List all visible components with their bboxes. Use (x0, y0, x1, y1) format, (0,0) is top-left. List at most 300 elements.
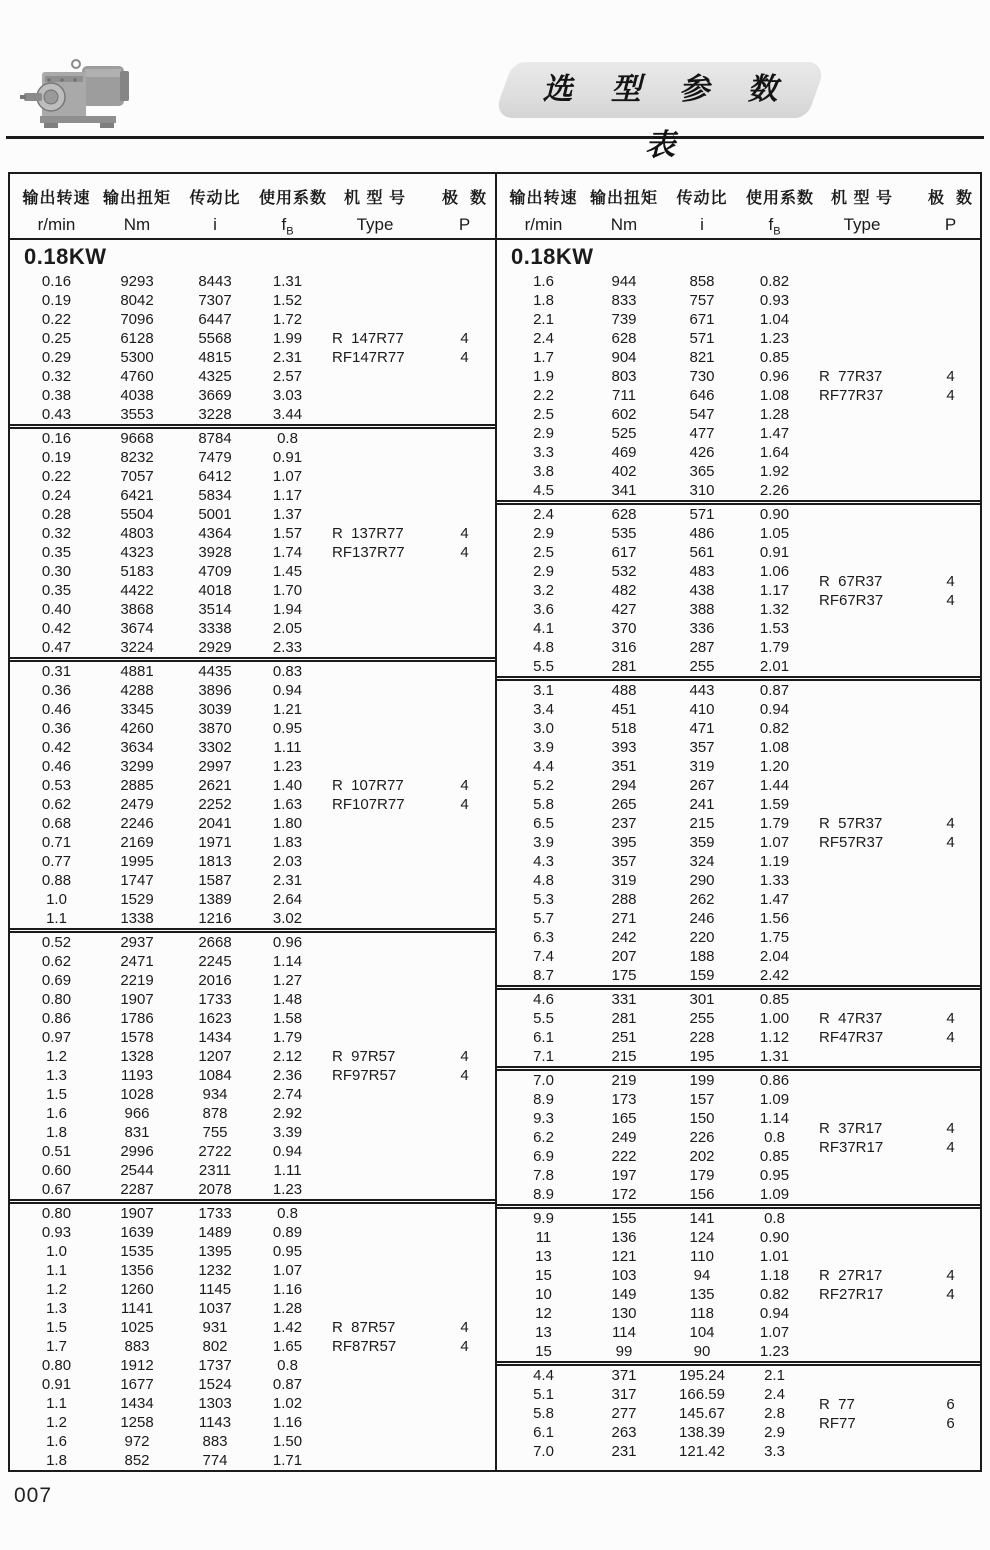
speed-cell: 3.9 (533, 834, 554, 851)
ratio-cell: 241 (689, 796, 715, 813)
torque-cell: 4760 (120, 368, 154, 385)
ratio-cell: 802 (202, 1338, 228, 1355)
data-block (10, 1204, 495, 1470)
page-title: 选 型 参 数 表 (542, 73, 793, 162)
service-factor-cell: 1.11 (273, 1162, 302, 1179)
service-factor-cell: 1.21 (272, 701, 303, 718)
table-row (10, 833, 495, 852)
torque-cell: 1639 (120, 1224, 154, 1241)
service-factor-cell: 1.58 (272, 1010, 303, 1027)
service-factor-cell: 0.87 (272, 1376, 303, 1393)
ratio-cell: 410 (689, 701, 715, 718)
column-unit-3: i (700, 215, 704, 234)
ratio-cell: 2997 (198, 758, 232, 775)
service-factor-cell: 0.94 (759, 1305, 790, 1322)
ratio-cell: 3302 (198, 739, 232, 756)
speed-cell: 11 (535, 1229, 552, 1246)
header-divider-rule (6, 136, 984, 139)
table-row (497, 1247, 980, 1266)
ratio-cell: 1395 (198, 1243, 232, 1260)
table-row (497, 1047, 980, 1066)
torque-cell: 2287 (120, 1181, 154, 1198)
service-factor-cell: 1.07 (759, 834, 790, 851)
service-factor-cell: 1.14 (759, 1110, 790, 1127)
torque-cell: 535 (611, 525, 637, 542)
speed-cell: 0.60 (41, 1162, 72, 1179)
data-block (497, 990, 980, 1066)
torque-cell: 371 (611, 1367, 637, 1384)
page-number: 007 (14, 1484, 53, 1507)
speed-cell: 1.7 (533, 349, 554, 366)
torque-cell: 2471 (120, 953, 154, 970)
ratio-cell: 2041 (198, 815, 232, 832)
table-row (497, 700, 980, 719)
torque-cell: 4260 (120, 720, 154, 737)
poles-cell: 4 (946, 1120, 955, 1137)
service-factor-cell: 1.57 (272, 525, 303, 542)
speed-cell: 0.71 (41, 834, 72, 851)
speed-cell: 6.2 (533, 1129, 554, 1146)
ratio-cell: 246 (689, 910, 715, 927)
torque-cell: 316 (611, 639, 637, 656)
ratio-cell: 359 (689, 834, 715, 851)
service-factor-cell: 1.56 (759, 910, 790, 927)
torque-cell: 482 (611, 582, 637, 599)
header-row-units (10, 212, 495, 238)
speed-cell: 0.42 (41, 739, 72, 756)
service-factor-cell: 1.75 (759, 929, 790, 946)
speed-cell: 3.0 (533, 720, 554, 737)
torque-cell: 1535 (120, 1243, 154, 1260)
speed-cell: 1.9 (533, 368, 554, 385)
service-factor-cell: 2.36 (272, 1067, 303, 1084)
type-cell: R 137R77 (332, 525, 404, 542)
table-row (10, 448, 495, 467)
torque-cell: 6421 (120, 487, 154, 504)
type-cell: RF87R57 (332, 1338, 397, 1355)
ratio-cell: 2078 (198, 1181, 232, 1198)
torque-cell: 944 (611, 273, 637, 290)
column-label-zh-2: 输出扭矩 (103, 190, 172, 207)
table-row (10, 310, 495, 329)
speed-cell: 5.5 (533, 1010, 554, 1027)
column-label-zh-4: 使用系数 (746, 190, 815, 207)
torque-cell: 3674 (120, 620, 154, 637)
speed-cell: 0.36 (41, 720, 72, 737)
column-unit-5: Type (843, 215, 881, 234)
table-row (10, 1280, 495, 1299)
poles-cell: 4 (946, 368, 955, 385)
speed-cell: 1.2 (46, 1414, 67, 1431)
torque-cell: 331 (611, 991, 637, 1008)
torque-cell: 99 (615, 1343, 633, 1360)
torque-cell: 149 (611, 1286, 637, 1303)
poles-cell: 4 (460, 777, 469, 794)
ratio-cell: 6447 (198, 311, 232, 328)
table-row (497, 1266, 980, 1285)
torque-cell: 2544 (120, 1162, 154, 1179)
speed-cell: 6.1 (533, 1424, 554, 1441)
service-factor-cell: 1.32 (759, 601, 790, 618)
speed-cell: 3.6 (533, 601, 554, 618)
service-factor-cell: 1.16 (272, 1281, 303, 1298)
ratio-cell: 7307 (198, 292, 232, 309)
ratio-cell: 110 (690, 1248, 714, 1265)
ratio-cell: 1524 (198, 1376, 232, 1393)
table-row (10, 681, 495, 700)
ratio-cell: 571 (689, 506, 715, 523)
service-factor-cell: 3.3 (764, 1443, 785, 1460)
table-row (497, 1323, 980, 1342)
table-row (10, 1413, 495, 1432)
table-row (497, 462, 980, 481)
torque-cell: 114 (612, 1324, 636, 1341)
service-factor-cell: 1.08 (759, 387, 790, 404)
poles-cell: 4 (946, 1267, 955, 1284)
speed-cell: 4.5 (533, 482, 554, 499)
service-factor-cell: 0.82 (759, 1286, 790, 1303)
ratio-cell: 2252 (198, 796, 232, 813)
speed-cell: 12 (535, 1305, 552, 1322)
torque-cell: 319 (611, 872, 637, 889)
ratio-cell: 1623 (198, 1010, 232, 1027)
ratio-cell: 1733 (198, 991, 232, 1008)
column-label-zh-5: 机 型 号 (344, 190, 406, 207)
service-factor-cell: 1.63 (272, 796, 303, 813)
torque-cell: 1260 (120, 1281, 154, 1298)
table-row (497, 367, 980, 386)
torque-cell: 617 (611, 544, 637, 561)
speed-cell: 4.1 (533, 620, 554, 637)
table-row (10, 1394, 495, 1413)
service-factor-cell: 0.87 (759, 682, 790, 699)
ratio-cell: 388 (689, 601, 715, 618)
service-factor-cell: 0.94 (272, 1143, 303, 1160)
table-row (10, 348, 495, 367)
table-row (10, 291, 495, 310)
ratio-cell: 365 (689, 463, 715, 480)
torque-cell: 3224 (120, 639, 154, 656)
column-label-zh-4: 使用系数 (259, 190, 328, 207)
torque-cell: 831 (124, 1124, 150, 1141)
speed-cell: 1.8 (46, 1124, 67, 1141)
table-row (10, 405, 495, 424)
table-row (497, 481, 980, 500)
ratio-cell: 301 (689, 991, 715, 1008)
ratio-cell: 215 (689, 815, 715, 832)
service-factor-cell: 3.39 (272, 1124, 303, 1141)
table-row (10, 1337, 495, 1356)
speed-cell: 5.2 (533, 777, 554, 794)
type-cell: R 77 (819, 1396, 855, 1413)
torque-cell: 1141 (120, 1300, 154, 1317)
speed-cell: 0.68 (41, 815, 72, 832)
table-row (10, 1356, 495, 1375)
speed-cell: 4.4 (533, 1367, 554, 1384)
service-factor-cell: 1.48 (272, 991, 303, 1008)
table-row (497, 619, 980, 638)
service-factor-cell: 0.8 (277, 1357, 298, 1374)
speed-cell: 2.5 (533, 544, 554, 561)
torque-cell: 3299 (120, 758, 154, 775)
speed-cell: 0.36 (41, 682, 72, 699)
speed-cell: 0.24 (41, 487, 72, 504)
ratio-cell: 3338 (198, 620, 232, 637)
table-row (497, 928, 980, 947)
speed-cell: 0.62 (41, 953, 72, 970)
torque-cell: 833 (611, 292, 637, 309)
ratio-cell: 1216 (198, 910, 232, 927)
table-row (10, 952, 495, 971)
torque-cell: 263 (611, 1424, 637, 1441)
torque-cell: 739 (611, 311, 637, 328)
torque-cell: 155 (611, 1210, 637, 1227)
service-factor-cell: 1.23 (272, 1181, 303, 1198)
table-row (497, 795, 980, 814)
table-row (497, 852, 980, 871)
data-block (10, 933, 495, 1199)
table-row (497, 966, 980, 985)
table-row (10, 638, 495, 657)
ratio-cell: 310 (689, 482, 715, 499)
ratio-cell: 150 (689, 1110, 715, 1127)
table-row (10, 700, 495, 719)
ratio-cell: 94 (693, 1267, 711, 1284)
speed-cell: 7.8 (533, 1167, 554, 1184)
poles-cell: 4 (946, 387, 955, 404)
torque-cell: 427 (611, 601, 637, 618)
ratio-cell: 3228 (198, 406, 232, 423)
service-factor-cell: 2.33 (272, 639, 303, 656)
torque-cell: 395 (611, 834, 637, 851)
service-factor-cell: 2.01 (759, 658, 790, 675)
poles-cell: 4 (946, 592, 955, 609)
table-row (10, 795, 495, 814)
ratio-cell: 426 (689, 444, 715, 461)
blocks-left (10, 240, 495, 1470)
type-cell: RF97R57 (332, 1067, 397, 1084)
column-unit-5: Type (356, 215, 394, 234)
table-row (10, 738, 495, 757)
ratio-cell: 757 (689, 292, 715, 309)
speed-cell: 1.1 (46, 1262, 67, 1279)
ratio-cell: 821 (689, 349, 715, 366)
speed-cell: 2.9 (533, 425, 554, 442)
speed-cell: 0.22 (41, 468, 72, 485)
ratio-cell: 1232 (198, 1262, 232, 1279)
table-row (10, 1142, 495, 1161)
torque-cell: 173 (611, 1091, 637, 1108)
speed-cell: 0.22 (41, 311, 72, 328)
speed-cell: 0.80 (41, 1357, 72, 1374)
service-factor-cell: 2.12 (272, 1048, 303, 1065)
service-factor-cell: 0.96 (759, 368, 790, 385)
service-factor-cell: 0.8 (277, 1205, 298, 1222)
ratio-cell: 6412 (198, 468, 232, 485)
torque-cell: 281 (611, 658, 637, 675)
ratio-cell: 324 (689, 853, 715, 870)
service-factor-cell: 0.93 (759, 292, 790, 309)
table-row (497, 1385, 980, 1413)
ratio-cell: 730 (689, 368, 715, 385)
service-factor-cell: 0.90 (759, 506, 790, 523)
service-factor-cell: 1.59 (759, 796, 790, 813)
torque-cell: 121 (611, 1248, 637, 1265)
service-factor-cell: 3.03 (272, 387, 303, 404)
ratio-cell: 179 (689, 1167, 715, 1184)
ratio-cell: 4018 (198, 582, 232, 599)
table-row (10, 429, 495, 448)
service-factor-cell: 0.91 (272, 449, 303, 466)
torque-cell: 165 (611, 1110, 637, 1127)
table-row (10, 1085, 495, 1104)
service-factor-cell: 3.44 (272, 406, 303, 423)
table-row (10, 1180, 495, 1199)
table-row (497, 871, 980, 890)
gearmotor-photo-icon (18, 54, 138, 138)
torque-cell: 4038 (120, 387, 154, 404)
table-row (497, 524, 980, 543)
service-factor-cell: 0.96 (272, 934, 303, 951)
service-factor-cell: 0.95 (272, 1243, 303, 1260)
ratio-cell: 135 (689, 1286, 715, 1303)
table-row (10, 329, 495, 348)
table-right-half (495, 174, 980, 1470)
service-factor-cell: 1.02 (272, 1395, 303, 1412)
torque-cell: 1786 (120, 1010, 154, 1027)
service-factor-cell: 1.79 (759, 815, 790, 832)
speed-cell: 0.16 (41, 273, 72, 290)
ratio-cell: 8784 (198, 430, 232, 447)
poles-cell: 4 (946, 1010, 955, 1027)
speed-cell: 7.0 (533, 1072, 554, 1089)
table-row (497, 386, 980, 405)
torque-cell: 803 (611, 368, 637, 385)
service-factor-cell: 1.14 (272, 953, 303, 970)
table-row (10, 909, 495, 928)
service-factor-cell: 1.79 (272, 1029, 303, 1046)
service-factor-cell: 1.12 (759, 1029, 790, 1046)
table-row (497, 405, 980, 424)
ratio-cell: 166.59 (679, 1386, 725, 1403)
column-unit-6: P (944, 215, 957, 234)
speed-cell: 1.8 (533, 292, 554, 309)
column-label-zh-1: 输出转速 (22, 190, 91, 207)
speed-cell: 0.19 (41, 449, 72, 466)
torque-cell: 4422 (120, 582, 154, 599)
speed-cell: 2.9 (533, 525, 554, 542)
table-row (497, 814, 980, 833)
service-factor-cell: 1.94 (272, 601, 303, 618)
torque-cell: 1907 (120, 1205, 154, 1222)
speed-cell: 0.40 (41, 601, 72, 618)
column-unit-3: i (213, 215, 217, 234)
table-row (497, 1028, 980, 1047)
ratio-cell: 357 (689, 739, 715, 756)
speed-cell: 1.3 (46, 1300, 67, 1317)
table-row (10, 719, 495, 738)
speed-cell: 1.3 (46, 1067, 67, 1084)
ratio-cell: 1489 (198, 1224, 232, 1241)
torque-cell: 7096 (120, 311, 154, 328)
table-row (10, 1318, 495, 1337)
ratio-cell: 4325 (198, 368, 232, 385)
table-row (497, 1342, 980, 1361)
speed-cell: 1.0 (46, 891, 67, 908)
torque-cell: 4881 (120, 663, 154, 680)
torque-cell: 1995 (120, 853, 154, 870)
service-factor-cell: 1.99 (272, 330, 303, 347)
table-row (10, 524, 495, 543)
speed-cell: 1.0 (46, 1243, 67, 1260)
torque-cell: 393 (611, 739, 637, 756)
ratio-cell: 931 (202, 1319, 228, 1336)
service-factor-cell: 1.47 (759, 425, 790, 442)
ratio-cell: 1084 (198, 1067, 232, 1084)
speed-cell: 15 (535, 1343, 552, 1360)
ratio-cell: 336 (689, 620, 715, 637)
service-factor-cell: 0.89 (272, 1224, 303, 1241)
torque-cell: 281 (611, 1010, 637, 1027)
poles-cell: 4 (460, 796, 469, 813)
torque-cell: 130 (611, 1305, 637, 1322)
speed-cell: 6.1 (533, 1029, 554, 1046)
table-row (497, 681, 980, 700)
table-row (497, 947, 980, 966)
speed-cell: 1.6 (46, 1105, 67, 1122)
service-factor-cell: 0.85 (759, 1148, 790, 1165)
service-factor-cell: 1.07 (272, 1262, 303, 1279)
type-cell: RF37R17 (819, 1139, 884, 1156)
service-factor-cell: 1.70 (272, 582, 303, 599)
service-factor-cell: 0.8 (277, 430, 298, 447)
table-row (10, 1432, 495, 1451)
ratio-cell: 195 (689, 1048, 715, 1065)
table-row (497, 1228, 980, 1247)
ratio-cell: 1733 (198, 1205, 232, 1222)
ratio-cell: 188 (689, 948, 715, 965)
ratio-cell: 138.39 (679, 1424, 725, 1441)
column-label-zh-6: 极 数 (928, 190, 973, 207)
torque-cell: 451 (611, 701, 637, 718)
torque-cell: 8232 (120, 449, 154, 466)
table-row (10, 272, 495, 291)
torque-cell: 215 (611, 1048, 637, 1065)
table-row (10, 1123, 495, 1142)
ratio-cell: 883 (202, 1433, 228, 1450)
torque-cell: 602 (611, 406, 637, 423)
ratio-cell: 4815 (198, 349, 232, 366)
speed-cell: 8.9 (533, 1091, 554, 1108)
ratio-cell: 878 (202, 1105, 228, 1122)
speed-cell: 0.62 (41, 796, 72, 813)
speed-cell: 7.0 (533, 1443, 554, 1460)
torque-cell: 5504 (120, 506, 154, 523)
type-cell: R 27R17 (819, 1267, 883, 1284)
ratio-cell: 1434 (198, 1029, 232, 1046)
ratio-cell: 1587 (198, 872, 232, 889)
torque-cell: 9293 (120, 273, 154, 290)
ratio-cell: 262 (689, 891, 715, 908)
column-label-zh-2: 输出扭矩 (590, 190, 659, 207)
table-row (10, 543, 495, 562)
service-factor-cell: 1.52 (272, 292, 303, 309)
table-row (10, 990, 495, 1009)
speed-cell: 0.32 (41, 368, 72, 385)
speed-cell: 2.4 (533, 330, 554, 347)
torque-cell: 904 (611, 349, 637, 366)
speed-cell: 0.46 (41, 701, 72, 718)
